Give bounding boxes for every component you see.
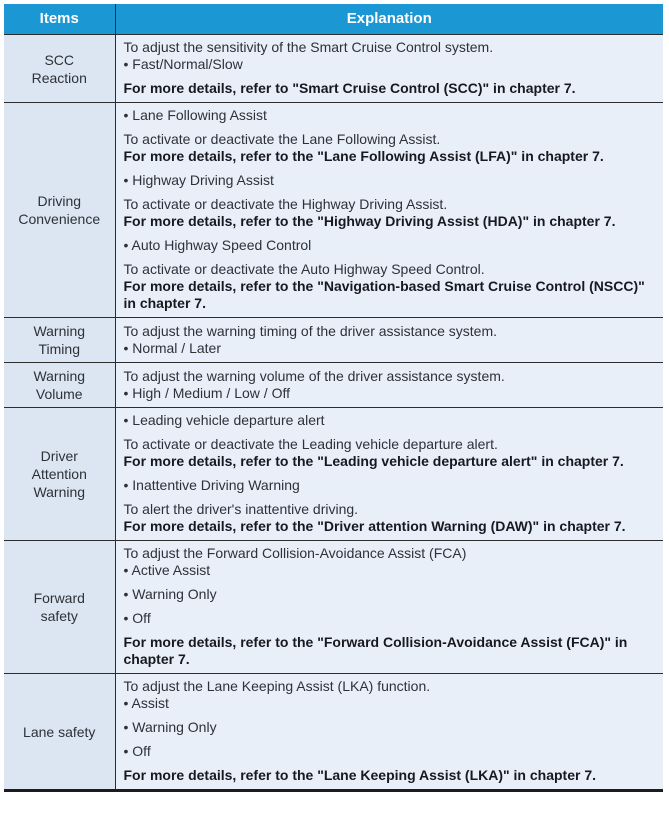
explanation-ref: For more details, refer to the "Lane Following Assist (LFA)" in chapter 7. (123, 148, 604, 164)
item-label-line: Convenience (18, 211, 101, 227)
explanation-cell (115, 408, 663, 541)
item-label-line: safety (40, 608, 78, 624)
explanation-ref: For more details, refer to "Smart Cruise Control (SCC)" in chapter 7. (123, 80, 576, 96)
item-label-line: Forward (33, 590, 85, 606)
explanation-bullet: • Warning Only (123, 719, 217, 735)
explanation-column-header: Explanation (115, 4, 663, 35)
explanation-text: To adjust the Forward Collision-Avoidance Assist (FCA) (123, 545, 467, 561)
item-label-line: Driver (40, 448, 78, 464)
explanation-text: To activate or deactivate the Highway Driving Assist. (123, 196, 448, 212)
explanation-ref: For more details, refer to the "Forward Collision-Avoidance Assist (FCA)" in chapter 7. (123, 634, 628, 667)
header-row (4, 4, 663, 35)
item-label-line: Timing (38, 341, 80, 357)
explanation-bullet: • Inattentive Driving Warning (123, 477, 300, 493)
item-cell (4, 35, 115, 103)
items-column-header: Items (4, 4, 115, 35)
explanation-text: To adjust the warning timing of the driver assistance system. (123, 322, 498, 339)
explanation-cell (115, 318, 663, 363)
explanation-bullet: • Off (123, 743, 151, 759)
table-row (4, 408, 663, 541)
item-label-line: Volume (35, 386, 83, 402)
item-cell (4, 363, 115, 408)
explanation-text: To adjust the Lane Keeping Assist (LKA) function. (123, 678, 431, 694)
explanation-text: To activate or deactivate the Leading vehicle departure alert. (123, 436, 498, 452)
explanation-text: To activate or deactivate the Auto Highway Speed Control. (123, 261, 485, 277)
explanation-bullet: • Off (123, 610, 151, 626)
table-row (4, 318, 663, 363)
table-body (4, 35, 663, 791)
explanation-cell (115, 103, 663, 318)
table-row (4, 541, 663, 674)
item-label-line: Warning (33, 484, 86, 500)
explanation-cell (115, 541, 663, 674)
explanation-bullet: • Leading vehicle departure alert (123, 412, 325, 428)
item-label-line: Lane safety (23, 723, 96, 740)
explanation-bullet: • Auto Highway Speed Control (123, 237, 312, 253)
item-label-line: Warning (33, 368, 86, 384)
table-head (4, 4, 663, 35)
explanation-bullet: • Highway Driving Assist (123, 172, 274, 188)
explanation-bullet: • Assist (123, 695, 169, 711)
explanation-ref: For more details, refer to the "Navigation-based Smart Cruise Control (NSCC)" in chapter 7. (123, 278, 645, 311)
table-row (4, 103, 663, 318)
item-label-line: Reaction (31, 69, 87, 86)
explanation-bullet: • Fast/Normal/Slow (123, 56, 243, 72)
explanation-ref: For more details, refer to the "Highway Driving Assist (HDA)" in chapter 7. (123, 213, 616, 229)
item-label-line: SCC (44, 51, 75, 68)
table-row (4, 35, 663, 103)
explanation-bullet: • Normal / Later (123, 339, 221, 356)
item-cell (4, 408, 115, 541)
explanation-text: To alert the driver's inattentive driving. (123, 501, 359, 517)
item-cell (4, 318, 115, 363)
item-cell (4, 103, 115, 318)
explanation-text: To adjust the warning volume of the driver assistance system. (123, 367, 505, 384)
item-cell (4, 541, 115, 674)
explanation-cell (115, 35, 663, 103)
explanation-ref: For more details, refer to the "Leading vehicle departure alert" in chapter 7. (123, 453, 624, 469)
explanation-bullet: • Warning Only (123, 586, 217, 602)
driver-assistance-settings-table (4, 4, 663, 792)
explanation-cell (115, 674, 663, 791)
explanation-bullet: • Active Assist (123, 562, 211, 578)
explanation-cell (115, 363, 663, 408)
item-label-line: Attention (31, 466, 87, 482)
explanation-ref: For more details, refer to the "Lane Keeping Assist (LKA)" in chapter 7. (123, 767, 597, 783)
item-cell (4, 674, 115, 791)
item-label-line: Driving (37, 193, 82, 209)
explanation-bullet: • High / Medium / Low / Off (123, 384, 290, 401)
table-row (4, 674, 663, 791)
table-row (4, 363, 663, 408)
explanation-text: To adjust the sensitivity of the Smart Cruise Control system. (123, 39, 494, 55)
item-label-line: Warning (33, 323, 86, 339)
explanation-text: To activate or deactivate the Lane Following Assist. (123, 131, 441, 147)
explanation-ref: For more details, refer to the "Driver attention Warning (DAW)" in chapter 7. (123, 518, 626, 534)
explanation-bullet: • Lane Following Assist (123, 107, 267, 123)
